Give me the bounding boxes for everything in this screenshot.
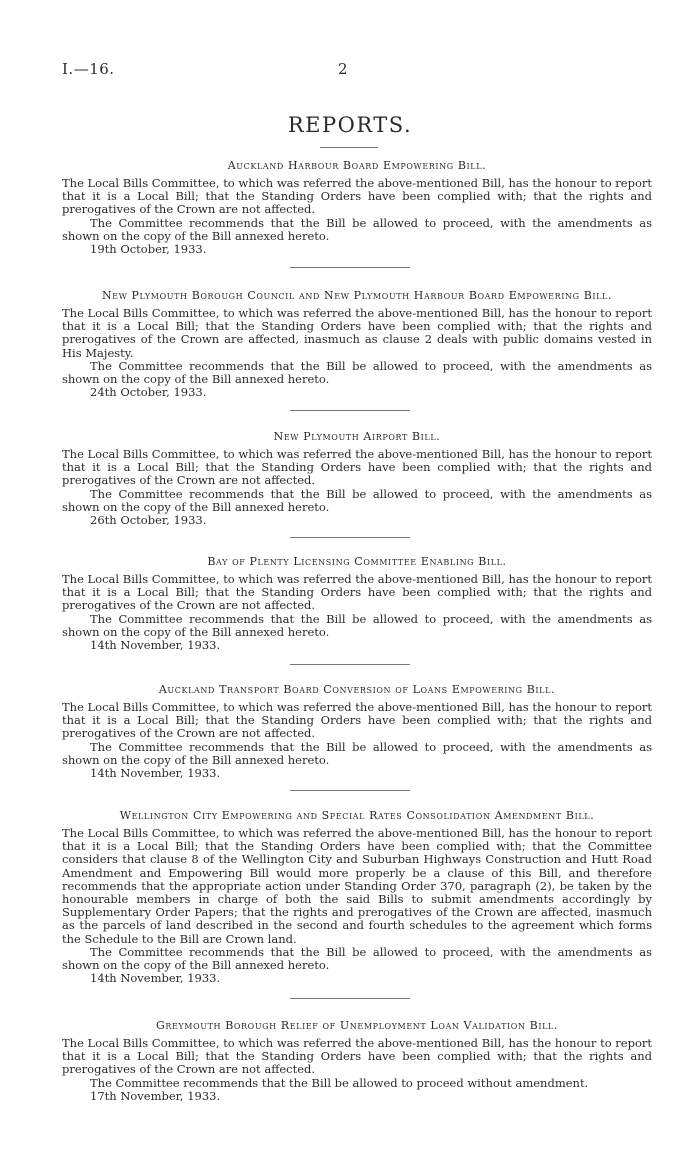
report-paragraph: The Local Bills Committee, to which was referred the above-mentioned Bill, has the honour to report that it is a Local Bill; that the Standing Orders have been complied with; that the rights and prerogatives of the Crown are not affected. xyxy=(62,572,652,613)
report-recommendation: The Committee recommends that the Bill be allowed to proceed, with the amendments as shown on the copy of the Bill annexed hereto. xyxy=(62,215,652,243)
report-date: 24th October, 1933. xyxy=(90,385,207,400)
report-title: New Plymouth Borough Council and New Plymouth Harbour Board Empowering Bill. xyxy=(101,289,613,302)
report-title: New Plymouth Airport Bill. xyxy=(273,430,441,443)
page-number: 2 xyxy=(338,60,348,78)
section-divider xyxy=(290,267,410,268)
report-auckland-harbour-board xyxy=(62,158,652,256)
report-paragraph: The Local Bills Committee, to which was referred the above-mentioned Bill, has the honour to report that it is a Local Bill; that the Standing Orders have been complied with; that the rights and prerogatives of the Crown are affected, inasmuch as clause 2 deals with public domains vested in His Majesty. xyxy=(62,306,652,360)
report-recommendation: The Committee recommends that the Bill be allowed to proceed without amendment. xyxy=(90,1075,589,1090)
section-divider xyxy=(290,790,410,791)
report-paragraph: The Local Bills Committee, to which was referred the above-mentioned Bill, has the honour to report that it is a Local Bill; that the Standing Orders have been complied with; that the rights and prerogatives of the Crown are not affected. xyxy=(62,447,652,488)
report-recommendation: The Committee recommends that the Bill be allowed to proceed, with the amendments as shown on the copy of the Bill annexed hereto. xyxy=(62,358,652,387)
report-paragraph: The Local Bills Committee, to which was referred the above-mentioned Bill, has the honour to report that it is a Local Bill; that the Standing Orders have been complied with; that the rights and prerogatives of the Crown are not affected. xyxy=(62,176,652,217)
report-bay-of-plenty-licensing xyxy=(62,554,652,652)
section-divider xyxy=(290,537,410,538)
report-paragraph: The Local Bills Committee, to which was referred the above-mentioned Bill, has the honour to report that it is a Local Bill; that the Standing Orders have been complied with; that the rights and prerogatives of the Crown are not affected. xyxy=(62,700,652,741)
section-divider xyxy=(290,664,410,665)
report-wellington-city-empowering xyxy=(62,808,652,985)
report-title: Wellington City Empowering and Special Rates Consolidation Amendment Bill. xyxy=(119,809,595,822)
report-title: Greymouth Borough Relief of Unemployment Loan Validation Bill. xyxy=(155,1019,559,1032)
report-recommendation: The Committee recommends that the Bill be allowed to proceed, with the amendments as shown on the copy of the Bill annexed hereto. xyxy=(62,611,652,639)
report-paragraph: The Local Bills Committee, to which was referred the above-mentioned Bill, has the honour to report that it is a Local Bill; that the Standing Orders have been complied with; that the rights and prerogatives of the Crown are not affected. xyxy=(62,1036,652,1077)
report-auckland-transport-board xyxy=(62,682,652,780)
report-paragraph: The Local Bills Committee, to which was referred the above-mentioned Bill, has the honour to report that it is a Local Bill; that the Standing Orders have been complied with; that the Committee considers that clause 8 of the Wellington City and Suburban Highways Construction and Hutt Road Amendment and Empowering Bill would more properly be a clause of this Bill, and therefore recommends that the appropriate action under Standing Order 370, paragraph (2), be taken by the honourable members in charge of both the said Bills to submit amendments accordingly by Supplementary Order Papers; that the rights and prerogatives of the Crown are affected, inasmuch as the parcels of land described in the second and fourth schedules to the agreement which forms the Schedule to the Bill are Crown land. xyxy=(62,826,652,946)
report-recommendation: The Committee recommends that the Bill be allowed to proceed, with the amendments as shown on the copy of the Bill annexed hereto. xyxy=(62,486,652,514)
document-reference: I.—16. xyxy=(62,60,115,78)
report-date: 14th November, 1933. xyxy=(90,971,221,986)
page-heading: REPORTS. xyxy=(287,113,413,137)
report-date: 26th October, 1933. xyxy=(90,513,207,528)
report-new-plymouth-borough-council xyxy=(62,288,652,399)
heading-rule xyxy=(320,147,378,148)
report-greymouth-borough-relief xyxy=(62,1018,652,1103)
report-date: 17th November, 1933. xyxy=(90,1088,221,1103)
report-title: Auckland Transport Board Conversion of Loans Empowering Bill. xyxy=(158,683,556,696)
report-recommendation: The Committee recommends that the Bill be allowed to proceed, with the amendments as shown on the copy of the Bill annexed hereto. xyxy=(62,739,652,767)
report-recommendation: The Committee recommends that the Bill be allowed to proceed, with the amendments as shown on the copy of the Bill annexed hereto. xyxy=(62,944,652,973)
section-divider xyxy=(290,410,410,411)
report-date: 14th November, 1933. xyxy=(90,766,221,781)
section-divider xyxy=(290,998,410,999)
report-new-plymouth-airport xyxy=(62,429,652,527)
report-title: Bay of Plenty Licensing Committee Enabling Bill. xyxy=(207,555,507,568)
report-title: Auckland Harbour Board Empowering Bill. xyxy=(227,159,487,172)
report-date: 19th October, 1933. xyxy=(90,242,207,257)
report-date: 14th November, 1933. xyxy=(90,638,221,653)
